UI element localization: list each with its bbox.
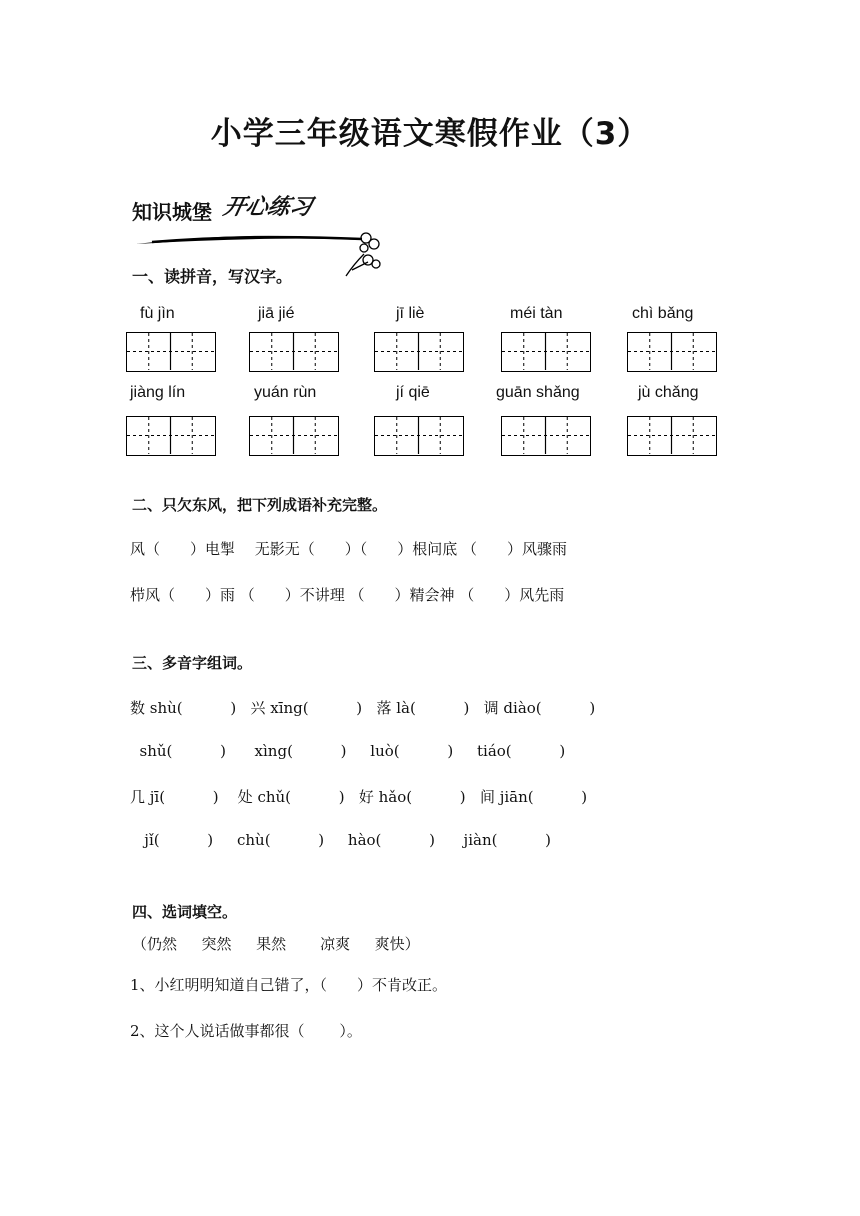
fill-sentence: 2、这个人说话做事都很（ ）。 xyxy=(130,1022,362,1040)
writing-box[interactable] xyxy=(501,416,591,456)
polyphone-line: 数 shù( ) 兴 xīng( ) 落 là( ) 调 diào( ) xyxy=(130,699,596,717)
idiom-line: 栉风（ ）雨 （ ）不讲理 （ ）精会神 （ ）风先雨 xyxy=(130,586,565,604)
pinyin-label: jī liè xyxy=(396,305,425,322)
polyphone-line: 几 jī( ) 处 chǔ( ) 好 hǎo( ) 间 jiān( ) xyxy=(130,788,588,806)
pinyin-label: jiàng lín xyxy=(130,384,186,401)
writing-box[interactable] xyxy=(374,416,464,456)
pinyin-label: yuán rùn xyxy=(254,384,317,401)
writing-box[interactable] xyxy=(627,332,717,372)
writing-box[interactable] xyxy=(126,416,216,456)
page-title: 小学三年级语文寒假作业（3） xyxy=(210,116,650,152)
writing-box[interactable] xyxy=(249,332,339,372)
pinyin-label: méi tàn xyxy=(510,305,563,322)
section2-heading: 二、只欠东风，把下列成语补充完整。 xyxy=(132,496,388,514)
section3-heading: 三、多音字组词。 xyxy=(132,654,253,672)
fill-sentence: 1、小红明明知道自己错了，（ ）不肯改正。 xyxy=(130,976,448,994)
writing-box[interactable] xyxy=(249,416,339,456)
pinyin-label: jiā jié xyxy=(258,305,295,322)
banner-title: 知识城堡 xyxy=(132,200,212,224)
section4-heading: 四、选词填空。 xyxy=(132,903,238,921)
pinyin-label: guān shǎng xyxy=(496,384,580,401)
polyphone-line: jǐ( ) chù( ) hào( ) jiàn( ) xyxy=(130,831,551,849)
section1-heading: 一、读拼音，写汉字。 xyxy=(132,267,293,286)
pinyin-label: jí qiē xyxy=(396,384,430,401)
writing-box[interactable] xyxy=(126,332,216,372)
banner-script-text: 开心练习 xyxy=(220,195,315,220)
pinyin-label: jù chǎng xyxy=(638,384,699,401)
writing-box[interactable] xyxy=(374,332,464,372)
writing-box[interactable] xyxy=(501,332,591,372)
writing-box[interactable] xyxy=(627,416,717,456)
word-options: （仍然 突然 果然 凉爽 爽快） xyxy=(132,935,420,953)
idiom-line: 风（ ）电掣 无影无（ ）（ ）根问底 （ ）风骤雨 xyxy=(130,540,568,558)
pinyin-label: fù jìn xyxy=(140,305,175,322)
polyphone-line: shǔ( ) xìng( ) luò( ) tiáo( ) xyxy=(130,742,566,760)
pinyin-label: chì bǎng xyxy=(632,305,694,322)
